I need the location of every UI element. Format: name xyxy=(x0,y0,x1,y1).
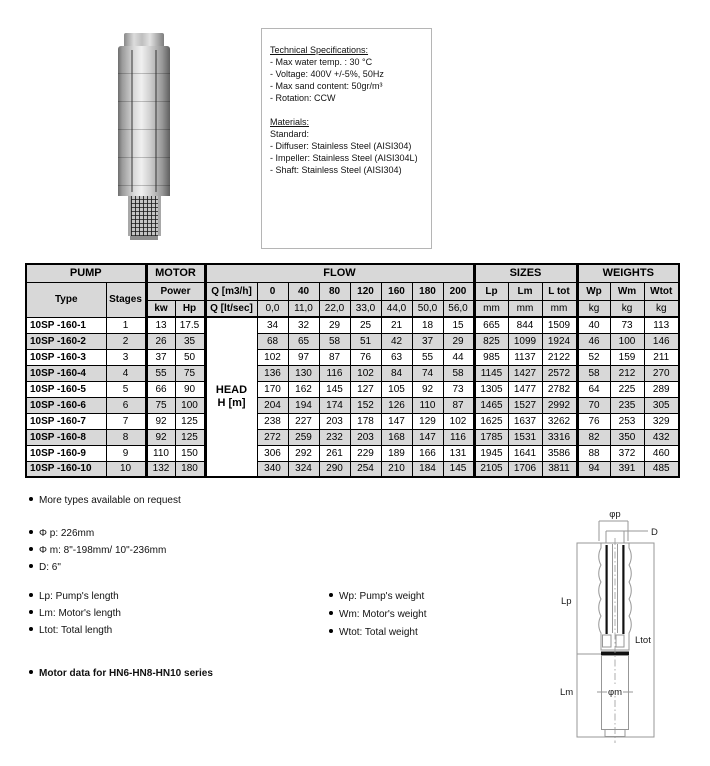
bullet-icon xyxy=(29,670,33,674)
table-cell: 73 xyxy=(610,317,644,333)
table-cell: 18 xyxy=(412,317,443,333)
group-motor: MOTOR xyxy=(146,264,205,282)
table-cell: 211 xyxy=(644,349,679,365)
note-phi-m xyxy=(29,545,166,557)
table-cell: 125 xyxy=(175,413,205,429)
bullet-icon xyxy=(329,629,333,633)
table-cell: 37 xyxy=(412,333,443,349)
table-cell: 166 xyxy=(412,445,443,461)
table-cell: 1531 xyxy=(508,429,542,445)
diagram-outline xyxy=(577,521,654,737)
col-flow-lts: 22,0 xyxy=(319,300,350,317)
table-cell: 145 xyxy=(319,381,350,397)
table-cell: 130 xyxy=(288,365,319,381)
table-cell: 212 xyxy=(610,365,644,381)
label-phi-m: φm xyxy=(607,687,623,698)
table-cell: 306 xyxy=(257,445,288,461)
table-cell: 159 xyxy=(610,349,644,365)
table-cell: 1145 xyxy=(474,365,508,381)
label-lm: Lm xyxy=(560,687,574,698)
col-lm: Lm xyxy=(508,282,542,300)
bullet-icon xyxy=(29,564,33,568)
table-cell: 2992 xyxy=(542,397,577,413)
table-cell: 94 xyxy=(577,461,610,477)
table-cell: 52 xyxy=(577,349,610,365)
label-d: D xyxy=(651,527,658,538)
note-lp xyxy=(29,591,119,603)
spec-tech-item: - Voltage: 400V +/-5%, 50Hz xyxy=(270,69,384,79)
table-cell: 1945 xyxy=(474,445,508,461)
table-cell: 203 xyxy=(350,429,381,445)
table-cell: 2 xyxy=(106,333,146,349)
bullet-icon xyxy=(29,610,33,614)
table-cell: 10SP -160-1 xyxy=(26,317,106,333)
table-cell: 3811 xyxy=(542,461,577,477)
table-cell: 17.5 xyxy=(175,317,205,333)
table-cell: 1477 xyxy=(508,381,542,397)
table-cell: 10SP -160-10 xyxy=(26,461,106,477)
table-cell: 46 xyxy=(577,333,610,349)
table-cell: 100 xyxy=(175,397,205,413)
table-cell: 146 xyxy=(644,333,679,349)
table-cell: 35 xyxy=(175,333,205,349)
table-cell: 102 xyxy=(350,365,381,381)
pump-photo-grille xyxy=(128,196,161,236)
table-cell: 4 xyxy=(106,365,146,381)
table-cell: 82 xyxy=(577,429,610,445)
table-cell: 29 xyxy=(443,333,474,349)
table-cell: 13 xyxy=(146,317,175,333)
table-cell: 70 xyxy=(577,397,610,413)
table-cell: 189 xyxy=(381,445,412,461)
table-cell: 170 xyxy=(257,381,288,397)
col-wm: Wm xyxy=(610,282,644,300)
table-cell: 184 xyxy=(412,461,443,477)
table-cell: 372 xyxy=(610,445,644,461)
table-cell: 329 xyxy=(644,413,679,429)
label-ltot: Ltot xyxy=(635,635,651,646)
table-cell: 3316 xyxy=(542,429,577,445)
head-label: H [m] xyxy=(217,397,246,409)
note-text: Wp: Pump's weight xyxy=(339,591,425,602)
table-cell: 75 xyxy=(146,397,175,413)
table-cell: 1509 xyxy=(542,317,577,333)
col-flow-lts: 33,0 xyxy=(350,300,381,317)
table-cell: 1706 xyxy=(508,461,542,477)
table-cell: 110 xyxy=(412,397,443,413)
table-cell: 58 xyxy=(577,365,610,381)
table-cell: 1785 xyxy=(474,429,508,445)
col-q-m3h: Q [m3/h] xyxy=(205,282,257,300)
label-phi-p: φp xyxy=(609,509,621,520)
table-cell: 985 xyxy=(474,349,508,365)
table-cell: 3 xyxy=(106,349,146,365)
table-cell: 74 xyxy=(412,365,443,381)
table-cell: 665 xyxy=(474,317,508,333)
spec-tech-item: - Rotation: CCW xyxy=(270,93,336,103)
table-cell: 6 xyxy=(106,397,146,413)
table-cell: 44 xyxy=(443,349,474,365)
note-more-types xyxy=(29,495,181,507)
table-row xyxy=(26,397,679,413)
table-cell: 73 xyxy=(443,381,474,397)
group-pump: PUMP xyxy=(26,264,146,282)
table-cell: 40 xyxy=(577,317,610,333)
table-cell: 235 xyxy=(610,397,644,413)
table-cell: 174 xyxy=(319,397,350,413)
table-cell: 92 xyxy=(146,429,175,445)
table-cell: 324 xyxy=(288,461,319,477)
table-cell: 1305 xyxy=(474,381,508,397)
table-cell: 92 xyxy=(412,381,443,397)
table-cell: 10SP -160-8 xyxy=(26,429,106,445)
spec-materials-item: - Diffuser: Stainless Steel (AISI304) xyxy=(270,141,412,151)
table-cell: 2105 xyxy=(474,461,508,477)
note-lm xyxy=(29,608,121,620)
note-text: Motor data for HN6-HN8-HN10 series xyxy=(39,668,213,679)
table-cell: 350 xyxy=(610,429,644,445)
table-cell: 129 xyxy=(412,413,443,429)
dimension-diagram xyxy=(556,500,710,761)
spec-tech-item: - Max sand content: 50gr/m³ xyxy=(270,81,383,91)
table-cell: 1137 xyxy=(508,349,542,365)
bullet-icon xyxy=(29,497,33,501)
table-cell: 97 xyxy=(288,349,319,365)
table-cell: 1 xyxy=(106,317,146,333)
table-cell: 76 xyxy=(350,349,381,365)
table-cell: 825 xyxy=(474,333,508,349)
table-cell: 2122 xyxy=(542,349,577,365)
table-cell: 292 xyxy=(288,445,319,461)
table-cell: 432 xyxy=(644,429,679,445)
table-cell: 340 xyxy=(257,461,288,477)
note-text: Wm: Motor's weight xyxy=(339,609,427,620)
group-weights: WEIGHTS xyxy=(577,264,679,282)
table-cell: 10SP -160-4 xyxy=(26,365,106,381)
table-cell: 10SP -160-7 xyxy=(26,413,106,429)
note-text: More types available on request xyxy=(39,495,181,506)
col-stages: Stages xyxy=(106,282,146,317)
table-cell: 1099 xyxy=(508,333,542,349)
table-cell: 25 xyxy=(350,317,381,333)
table-cell: 125 xyxy=(175,429,205,445)
col-flow: 180 xyxy=(412,282,443,300)
unit-kg: kg xyxy=(610,300,644,317)
table-cell: 92 xyxy=(146,413,175,429)
table-cell: 180 xyxy=(175,461,205,477)
table-cell: 253 xyxy=(610,413,644,429)
unit-mm: mm xyxy=(542,300,577,317)
col-type: Type xyxy=(26,282,106,317)
table-row xyxy=(26,413,679,429)
table-cell: 58 xyxy=(319,333,350,349)
note-motor-data xyxy=(29,668,213,680)
pump-photo-foot xyxy=(130,236,158,240)
table-cell: 152 xyxy=(350,397,381,413)
table-cell: 63 xyxy=(381,349,412,365)
pump-photo-body xyxy=(118,46,170,196)
table-cell: 58 xyxy=(443,365,474,381)
table-cell: 102 xyxy=(443,413,474,429)
table-cell: 32 xyxy=(288,317,319,333)
table-cell: 9 xyxy=(106,445,146,461)
table-cell: 1641 xyxy=(508,445,542,461)
head-label: HEAD xyxy=(215,384,248,396)
table-cell: 10SP -160-6 xyxy=(26,397,106,413)
table-cell: 254 xyxy=(350,461,381,477)
unit-kg: kg xyxy=(577,300,610,317)
table-cell: 229 xyxy=(350,445,381,461)
table-cell: 225 xyxy=(610,381,644,397)
head-merged-cell xyxy=(205,317,257,477)
col-flow-lts: 44,0 xyxy=(381,300,412,317)
col-flow: 80 xyxy=(319,282,350,300)
table-cell: 64 xyxy=(577,381,610,397)
table-cell: 100 xyxy=(610,333,644,349)
unit-mm: mm xyxy=(474,300,508,317)
table-cell: 116 xyxy=(443,429,474,445)
col-kw: kw xyxy=(146,300,175,317)
table-cell: 203 xyxy=(319,413,350,429)
col-power: Power xyxy=(146,282,205,300)
table-cell: 259 xyxy=(288,429,319,445)
col-ltot: L tot xyxy=(542,282,577,300)
table-row xyxy=(26,317,679,333)
spec-box xyxy=(261,28,432,249)
group-flow: FLOW xyxy=(205,264,474,282)
table-cell: 168 xyxy=(381,429,412,445)
bullet-icon xyxy=(29,627,33,631)
table-cell: 232 xyxy=(319,429,350,445)
table-cell: 50 xyxy=(175,349,205,365)
note-wtot xyxy=(329,627,418,639)
table-cell: 87 xyxy=(319,349,350,365)
note-wm xyxy=(329,609,426,621)
table-cell: 178 xyxy=(350,413,381,429)
table-cell: 1924 xyxy=(542,333,577,349)
table-cell: 10SP -160-5 xyxy=(26,381,106,397)
table-cell: 2782 xyxy=(542,381,577,397)
pump-data-table xyxy=(25,263,680,478)
table-cell: 147 xyxy=(412,429,443,445)
bullet-icon xyxy=(329,593,333,597)
col-flow: 120 xyxy=(350,282,381,300)
table-cell: 136 xyxy=(257,365,288,381)
col-flow-lts: 0,0 xyxy=(257,300,288,317)
note-text: Wtot: Total weight xyxy=(339,627,418,638)
table-row xyxy=(26,445,679,461)
table-cell: 7 xyxy=(106,413,146,429)
table-cell: 55 xyxy=(412,349,443,365)
table-cell: 105 xyxy=(381,381,412,397)
table-cell: 1527 xyxy=(508,397,542,413)
table-row xyxy=(26,461,679,477)
table-cell: 37 xyxy=(146,349,175,365)
table-cell: 5 xyxy=(106,381,146,397)
table-cell: 1637 xyxy=(508,413,542,429)
table-cell: 261 xyxy=(319,445,350,461)
table-cell: 90 xyxy=(175,381,205,397)
table-cell: 150 xyxy=(175,445,205,461)
table-cell: 305 xyxy=(644,397,679,413)
col-flow-lts: 11,0 xyxy=(288,300,319,317)
bullet-icon xyxy=(329,611,333,615)
bullet-icon xyxy=(29,547,33,551)
table-cell: 10SP -160-9 xyxy=(26,445,106,461)
table-cell: 55 xyxy=(146,365,175,381)
table-cell: 10SP -160-3 xyxy=(26,349,106,365)
table-cell: 34 xyxy=(257,317,288,333)
table-cell: 270 xyxy=(644,365,679,381)
col-wtot: Wtot xyxy=(644,282,679,300)
spec-tech-item: - Max water temp. : 30 °C xyxy=(270,57,373,67)
col-flow: 160 xyxy=(381,282,412,300)
table-cell: 76 xyxy=(577,413,610,429)
unit-kg: kg xyxy=(644,300,679,317)
note-text: D: 6" xyxy=(39,562,61,573)
table-cell: 131 xyxy=(443,445,474,461)
table-cell: 102 xyxy=(257,349,288,365)
note-text: Ltot: Total length xyxy=(39,625,113,636)
table-cell: 1427 xyxy=(508,365,542,381)
table-cell: 26 xyxy=(146,333,175,349)
table-row xyxy=(26,429,679,445)
col-wp: Wp xyxy=(577,282,610,300)
table-cell: 3262 xyxy=(542,413,577,429)
table-cell: 290 xyxy=(319,461,350,477)
table-cell: 110 xyxy=(146,445,175,461)
col-flow: 40 xyxy=(288,282,319,300)
table-cell: 10SP -160-2 xyxy=(26,333,106,349)
table-cell: 8 xyxy=(106,429,146,445)
table-cell: 113 xyxy=(644,317,679,333)
label-lp: Lp xyxy=(561,596,572,607)
table-cell: 210 xyxy=(381,461,412,477)
table-cell: 51 xyxy=(350,333,381,349)
table-cell: 15 xyxy=(443,317,474,333)
col-flow: 0 xyxy=(257,282,288,300)
unit-mm: mm xyxy=(508,300,542,317)
note-d xyxy=(29,562,61,574)
note-text: Lp: Pump's length xyxy=(39,591,119,602)
note-text: Lm: Motor's length xyxy=(39,608,121,619)
col-flow-lts: 56,0 xyxy=(443,300,474,317)
table-cell: 147 xyxy=(381,413,412,429)
table-row xyxy=(26,365,679,381)
table-cell: 87 xyxy=(443,397,474,413)
table-cell: 132 xyxy=(146,461,175,477)
spec-materials-sub: Standard: xyxy=(270,129,310,139)
bullet-icon xyxy=(29,530,33,534)
table-cell: 65 xyxy=(288,333,319,349)
spec-materials-heading: Materials: xyxy=(270,117,310,127)
spec-tech-heading: Technical Specifications: xyxy=(270,45,369,55)
table-cell: 194 xyxy=(288,397,319,413)
table-cell: 289 xyxy=(644,381,679,397)
col-hp: Hp xyxy=(175,300,205,317)
table-cell: 88 xyxy=(577,445,610,461)
col-q-ltsec: Q [lt/sec] xyxy=(205,300,257,317)
table-cell: 126 xyxy=(381,397,412,413)
spec-materials-item: - Impeller: Stainless Steel (AISI304L) xyxy=(270,153,418,163)
table-row xyxy=(26,349,679,365)
note-text: Φ p: 226mm xyxy=(39,528,95,539)
table-cell: 84 xyxy=(381,365,412,381)
table-cell: 3586 xyxy=(542,445,577,461)
table-cell: 485 xyxy=(644,461,679,477)
table-cell: 1625 xyxy=(474,413,508,429)
table-cell: 10 xyxy=(106,461,146,477)
table-cell: 68 xyxy=(257,333,288,349)
table-cell: 116 xyxy=(319,365,350,381)
table-cell: 204 xyxy=(257,397,288,413)
pump-photo xyxy=(118,33,170,240)
table-cell: 162 xyxy=(288,381,319,397)
note-wp xyxy=(329,591,424,603)
table-group-header-row xyxy=(26,264,679,282)
table-cell: 391 xyxy=(610,461,644,477)
table-cell: 238 xyxy=(257,413,288,429)
table-cell: 272 xyxy=(257,429,288,445)
table-header-row xyxy=(26,282,679,300)
table-cell: 227 xyxy=(288,413,319,429)
table-cell: 75 xyxy=(175,365,205,381)
note-ltot xyxy=(29,625,112,637)
table-cell: 29 xyxy=(319,317,350,333)
group-sizes: SIZES xyxy=(474,264,577,282)
table-cell: 21 xyxy=(381,317,412,333)
note-text: Φ m: 8"-198mm/ 10"-236mm xyxy=(39,545,167,556)
table-row xyxy=(26,381,679,397)
table-cell: 2572 xyxy=(542,365,577,381)
table-cell: 844 xyxy=(508,317,542,333)
table-cell: 42 xyxy=(381,333,412,349)
table-cell: 460 xyxy=(644,445,679,461)
col-lp: Lp xyxy=(474,282,508,300)
table-cell: 66 xyxy=(146,381,175,397)
table-cell: 1465 xyxy=(474,397,508,413)
pump-photo-cap xyxy=(124,33,164,46)
col-flow: 200 xyxy=(443,282,474,300)
table-row xyxy=(26,333,679,349)
col-flow-lts: 50,0 xyxy=(412,300,443,317)
note-phi-p xyxy=(29,528,94,540)
table-cell: 145 xyxy=(443,461,474,477)
spec-materials-item: - Shaft: Stainless Steel (AISI304) xyxy=(270,165,402,175)
bullet-icon xyxy=(29,593,33,597)
table-cell: 127 xyxy=(350,381,381,397)
